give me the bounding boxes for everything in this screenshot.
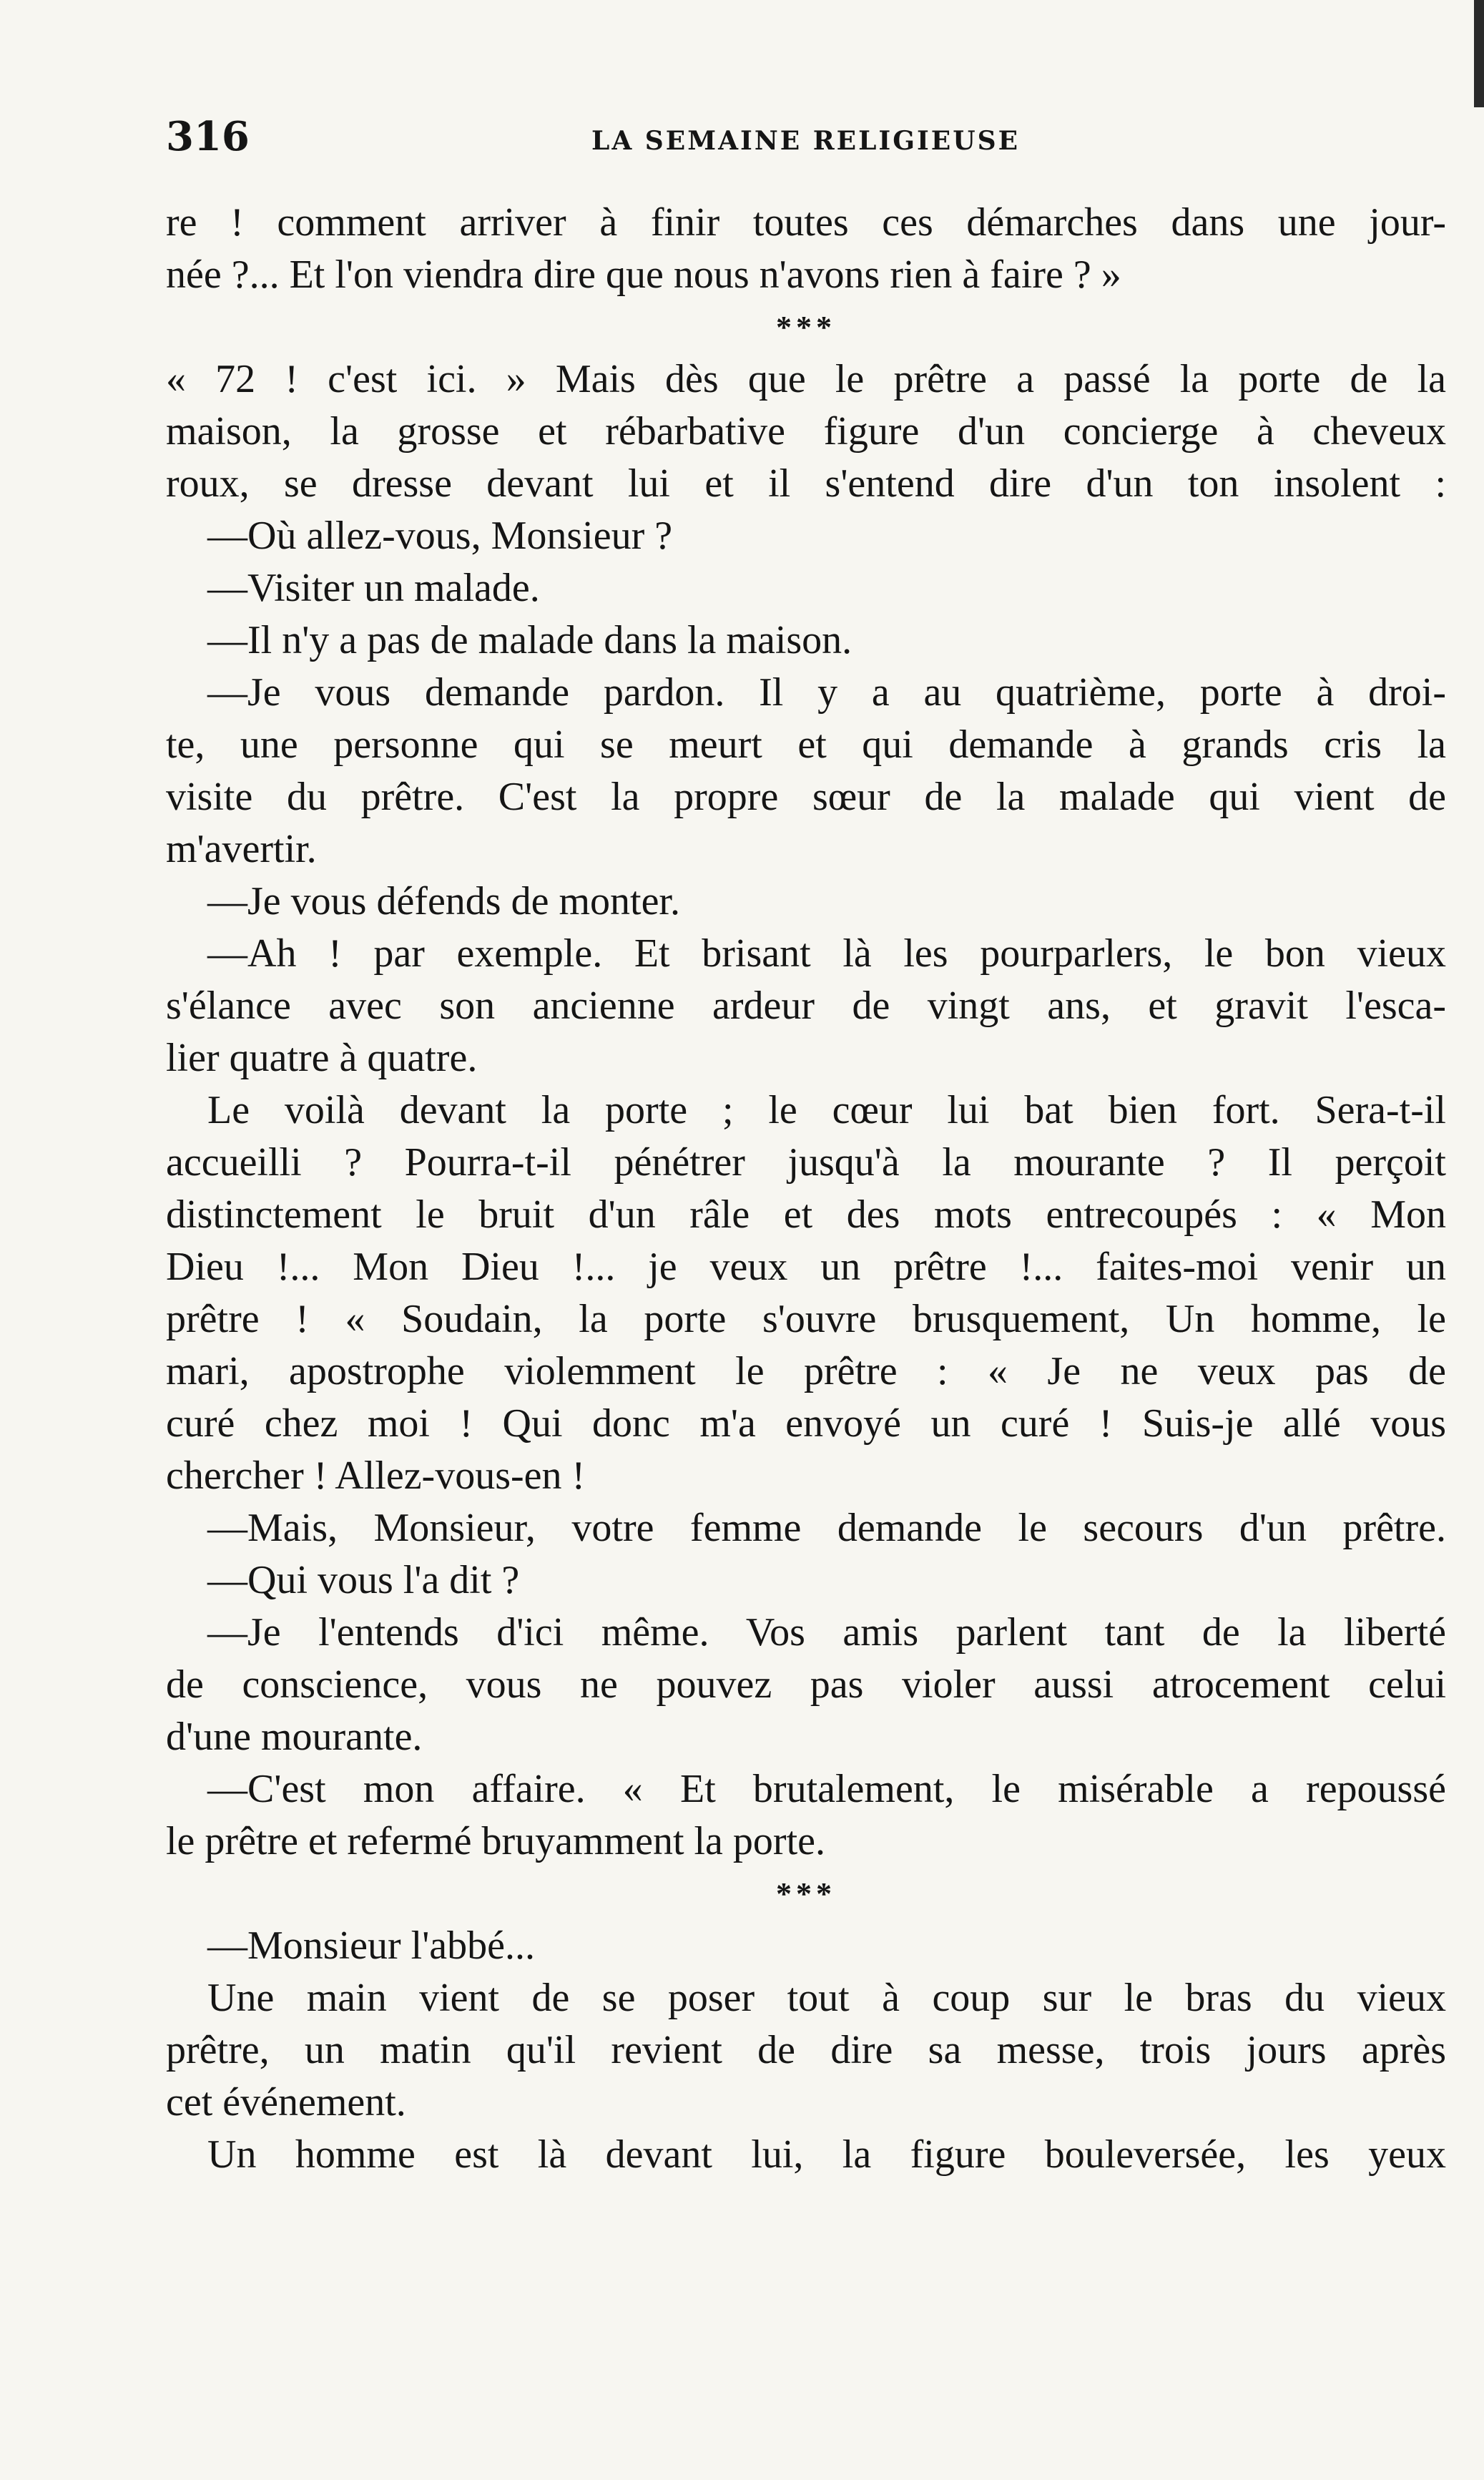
text-line: accueilli ? Pourra-t-il pénétrer jusqu'à la mourante ? Il perçoit <box>166 1140 1446 1185</box>
text-line: maison, la grosse et rébarbative figure d'un concierge à cheveux <box>166 409 1446 454</box>
text-line: Le voilà devant la porte ; le cœur lui bat bien fort. Sera-t-il <box>207 1088 1446 1132</box>
text-line: « 72 ! c'est ici. » Mais dès que le prêtre a passé la porte de la <box>166 357 1446 401</box>
text-line: mari, apostrophe violemment le prêtre : « Je ne veux pas de <box>166 1349 1446 1393</box>
text-line: distinctement le bruit d'un râle et des mots entrecoupés : « Mon <box>166 1192 1446 1237</box>
text-line: —Visiter un malade. <box>207 566 540 610</box>
text-line: lier quatre à quatre. <box>166 1036 478 1080</box>
running-head: LA SEMAINE RELIGIEUSE <box>591 126 1021 156</box>
text-line: m'avertir. <box>166 827 317 871</box>
text-line: d'une mourante. <box>166 1715 423 1759</box>
text-line: prêtre ! « Soudain, la porte s'ouvre brusquement, Un homme, le <box>166 1297 1446 1341</box>
text-line: s'élance avec son ancienne ardeur de vingt ans, et gravit l'esca- <box>166 984 1446 1028</box>
text-line: —Je vous défends de monter. <box>207 879 680 923</box>
text-line: chercher ! Allez-vous-en ! <box>166 1454 586 1498</box>
text-line: —Il n'y a pas de malade dans la maison. <box>207 618 852 662</box>
text-line: —Monsieur l'abbé... <box>207 1923 536 1968</box>
page-header <box>166 113 1453 170</box>
text-line: visite du prêtre. C'est la propre sœur de la malade qui vient de <box>166 775 1446 819</box>
text-line: —Je vous demande pardon. Il y a au quatrième, porte à droi- <box>207 670 1446 715</box>
text-line: Un homme est là devant lui, la figure bouleversée, les yeux <box>207 2132 1446 2177</box>
section-separator: *** <box>776 1876 836 1911</box>
section-separator: *** <box>776 310 836 345</box>
text-line: —Qui vous l'a dit ? <box>207 1558 520 1602</box>
page-edge-mark <box>1474 0 1484 107</box>
text-line: —Où allez-vous, Monsieur ? <box>207 514 673 558</box>
page-number: 316 <box>166 113 250 160</box>
text-line: —Mais, Monsieur, votre femme demande le secours d'un prêtre. <box>207 1506 1446 1550</box>
text-line: curé chez moi ! Qui donc m'a envoyé un curé ! Suis-je allé vous <box>166 1401 1446 1446</box>
text-line: cet événement. <box>166 2080 406 2124</box>
text-line: re ! comment arriver à finir toutes ces démarches dans une jour- <box>166 200 1446 245</box>
text-line: te, une personne qui se meurt et qui demande à grands cris la <box>166 722 1446 767</box>
text-line: Une main vient de se poser tout à coup sur le bras du vieux <box>207 1976 1446 2020</box>
text-line: née ?... Et l'on viendra dire que nous n'avons rien à faire ? » <box>166 253 1121 297</box>
text-line: —Je l'entends d'ici même. Vos amis parlent tant de la liberté <box>207 1610 1446 1655</box>
text-line: —Ah ! par exemple. Et brisant là les pourparlers, le bon vieux <box>207 931 1446 976</box>
body-text <box>166 197 1446 2181</box>
text-line: —C'est mon affaire. « Et brutalement, le misérable a repoussé <box>207 1767 1446 1811</box>
text-line: prêtre, un matin qu'il revient de dire sa messe, trois jours après <box>166 2028 1446 2072</box>
text-line: Dieu !... Mon Dieu !... je veux un prêtre !... faites-moi venir un <box>166 1245 1446 1289</box>
text-line: roux, se dresse devant lui et il s'entend dire d'un ton insolent : <box>166 461 1446 506</box>
text-line: de conscience, vous ne pouvez pas violer aussi atrocement celui <box>166 1662 1446 1707</box>
text-line: le prêtre et refermé bruyamment la porte. <box>166 1819 825 1863</box>
